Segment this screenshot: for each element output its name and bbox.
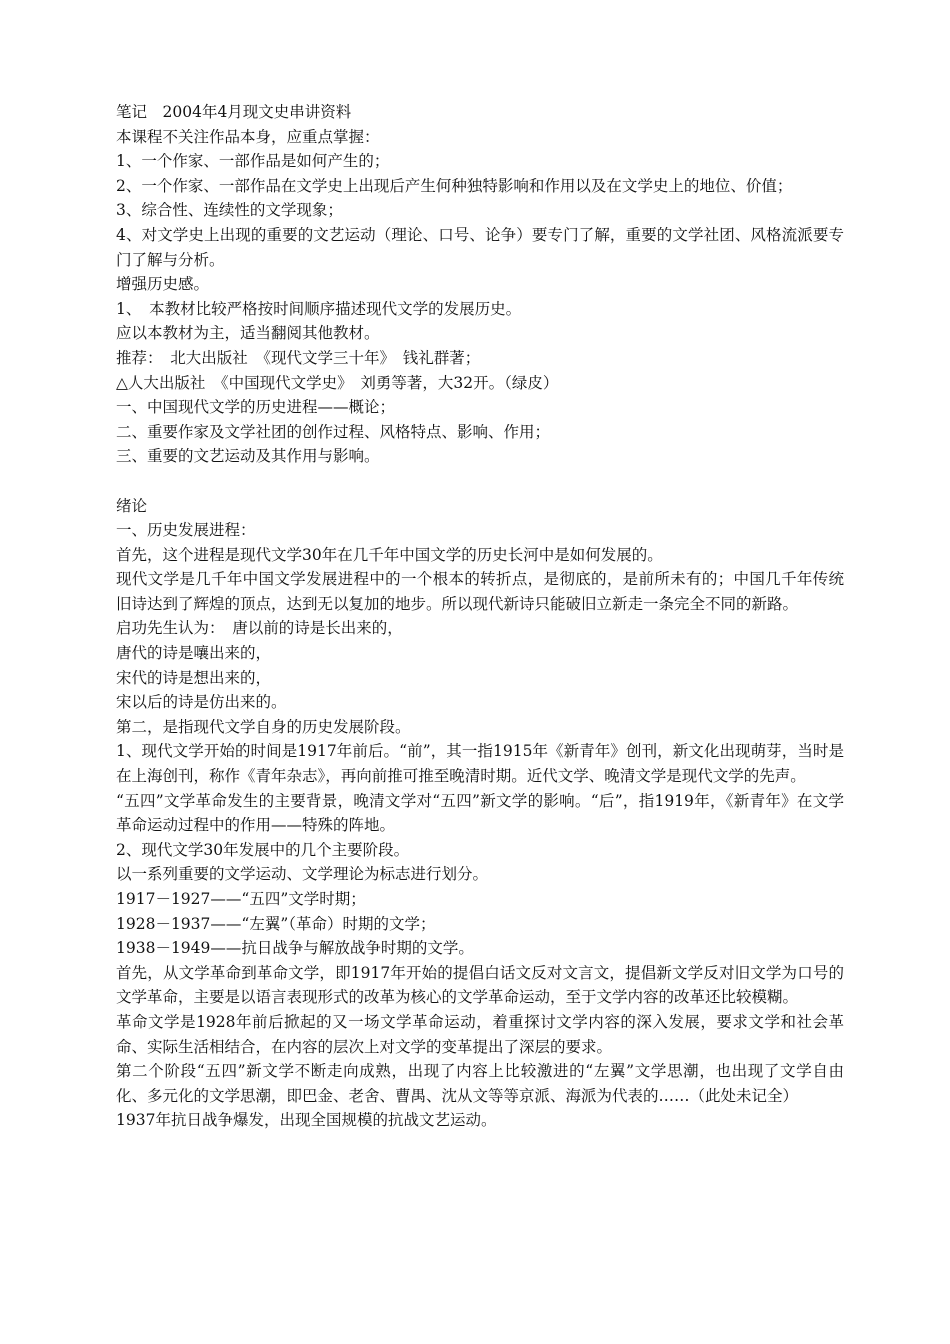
text-line: 1、现代文学开始的时间是1917年前后。“前”，其一指1915年《新青年》创刊，新文化出现萌芽，当时是在上海创刊，称作《青年杂志》，再向前推可推至晚清时期。近代文学、晚清文学是现代文学的先声。 bbox=[116, 742, 844, 786]
text-line: 1、一个作家、一部作品是如何产生的； bbox=[116, 152, 390, 171]
text-line: △人大出版社 《中国现代文学史》 刘勇等著，大32开。（绿皮） bbox=[116, 373, 559, 392]
text-line: 本课程不关注作品本身，应重点掌握： bbox=[116, 127, 380, 146]
text-line: 2、现代文学30年发展中的几个主要阶段。 bbox=[116, 840, 410, 859]
text-line: 1938－1949——抗日战争与解放战争时期的文学。 bbox=[116, 939, 474, 958]
text-line: 革命文学是1928年前后掀起的又一场文学革命运动，着重探讨文学内容的深入发展，要求文学和社会革命、实际生活相结合，在内容的层次上对文学的变革提出了深层的要求。 bbox=[116, 1012, 844, 1056]
text-line: 增强历史感。 bbox=[116, 275, 210, 294]
text-line: 宋以后的诗是仿出来的。 bbox=[116, 693, 287, 712]
text-line: 启功先生认为： 唐以前的诗是长出来的， bbox=[116, 619, 403, 638]
text-line: 第二个阶段“五四”新文学不断走向成熟，出现了内容上比较激进的“左翼”文学思潮，也出现了文学自由化、多元化的文学思潮，即巴金、老舍、曹禺、沈从文等等京派、海派为代表的……（此处未记全） bbox=[116, 1062, 844, 1105]
text-line: 第二，是指现代文学自身的历史发展阶段。 bbox=[116, 717, 411, 736]
text-line: 一、中国现代文学的历史进程——概论； bbox=[116, 398, 396, 417]
text-line: 一、历史发展进程： bbox=[116, 521, 256, 540]
text-line: 3、综合性、连续性的文学现象； bbox=[116, 201, 343, 220]
text-line: 1928－1937——“左翼”（革命）时期的文学； bbox=[116, 914, 436, 933]
text-line: 4、对文学史上出现的重要的文艺运动（理论、口号、论争）要专门了解，重要的文学社团、风格流派要专门了解与分析。 bbox=[116, 225, 844, 269]
text-line: 以一系列重要的文学运动、文学理论为标志进行划分。 bbox=[116, 865, 489, 884]
text-line: 1、 本教材比较严格按时间顺序描述现代文学的发展历史。 bbox=[116, 299, 522, 318]
text-line: 1937年抗日战争爆发，出现全国规模的抗战文艺运动。 bbox=[116, 1111, 497, 1130]
text-line: 宋代的诗是想出来的， bbox=[116, 668, 272, 687]
text-line: 2、一个作家、一部作品在文学史上出现后产生何种独特影响和作用以及在文学史上的地位、价值； bbox=[116, 176, 793, 195]
text-line: 首先，这个进程是现代文学30年在几千年中国文学的历史长河中是如何发展的。 bbox=[116, 545, 663, 564]
text-line: 唐代的诗是嚷出来的， bbox=[116, 644, 272, 663]
blank-line bbox=[116, 469, 844, 494]
text-line: 现代文学是几千年中国文学发展进程中的一个根本的转折点，是彻底的，是前所未有的；中国几千年传统旧诗达到了辉煌的顶点，达到无以复加的地步。所以现代新诗只能破旧立新走一条完全不同的新路。 bbox=[116, 570, 844, 613]
text-line: 首先，从文学革命到革命文学，即1917年开始的提倡白话文反对文言文，提倡新文学反对旧文学为口号的文学革命，主要是以语言表现形式的改革为核心的文学革命运动，至于文学内容的改革还比较模糊。 bbox=[116, 963, 844, 1007]
text-line: 笔记 2004年4月现文史串讲资料 bbox=[116, 103, 352, 121]
text-line: 应以本教材为主，适当翻阅其他教材。 bbox=[116, 324, 380, 343]
text-line: 三、重要的文艺运动及其作用与影响。 bbox=[116, 447, 380, 466]
text-line: 二、重要作家及文学社团的创作过程、风格特点、影响、作用； bbox=[116, 422, 551, 441]
text-line: 1917－1927——“五四”文学时期； bbox=[116, 890, 366, 908]
text-line: “五四”文学革命发生的主要背景，晚清文学对“五四”新文学的影响。“后”，指1919年，《新青年》在文学革命运动过程中的作用——特殊的阵地。 bbox=[116, 791, 844, 835]
document-page bbox=[116, 100, 844, 1133]
text-line: 推荐： 北大出版社 《现代文学三十年》 钱礼群著； bbox=[116, 348, 481, 367]
text-line: 绪论 bbox=[116, 496, 148, 515]
